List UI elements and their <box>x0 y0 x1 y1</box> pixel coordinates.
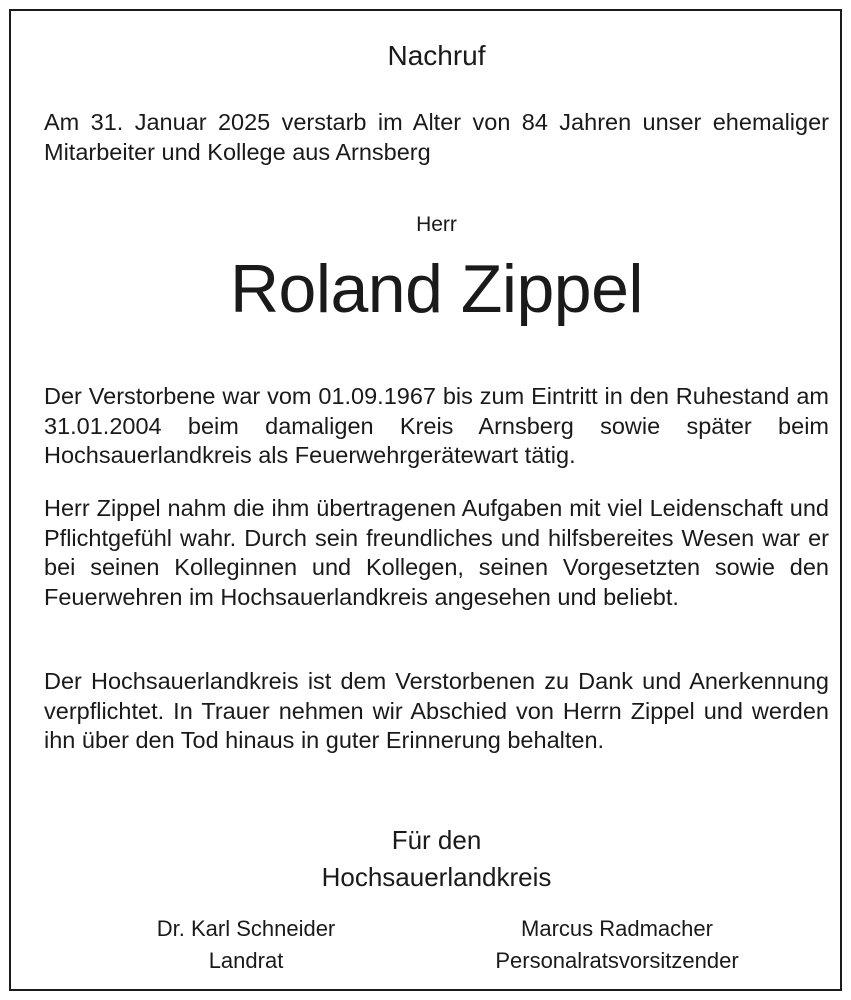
deceased-name: Roland Zippel <box>229 251 644 327</box>
signatory-left <box>86 913 406 977</box>
closing-line-1: Für den <box>391 825 482 855</box>
signatory-name: Marcus Radmacher <box>521 916 713 941</box>
body-paragraph-farewell: Der Hochsauerlandkreis ist dem Verstorbenen zu Dank und Anerkennung verpflichtet. In Trauer nehmen wir Abschied von Herrn Zippel und werden ihn über den Tod hinaus in guter Erinnerung behalten. <box>44 668 829 753</box>
closing-line-2: Hochsauerlandkreis <box>321 862 552 892</box>
signatory-right <box>457 913 777 977</box>
honorific: Herr <box>416 213 457 236</box>
signatory-name: Dr. Karl Schneider <box>156 916 336 941</box>
body-paragraph-character: Herr Zippel nahm die ihm übertragenen Aufgaben mit viel Leidenschaft und Pflichtgefühl wahr. Durch sein freundliches und hilfsbereites Wesen war er bei seinen Kolleginnen und Kollegen, seinen Vorgesetzten sowie den Feuerwehren im Hochsauerlandkreis angesehen und beliebt. <box>44 495 829 610</box>
signatory-role: Landrat <box>208 948 284 973</box>
obituary-heading: Nachruf <box>387 40 486 71</box>
signatory-role: Personalratsvorsitzender <box>495 948 739 973</box>
obituary-frame <box>9 9 842 991</box>
body-paragraph-service: Der Verstorbene war vom 01.09.1967 bis zum Eintritt in den Ruhestand am 31.01.2004 beim damaligen Kreis Arnsberg sowie später beim Hochsauerlandkreis als Feuerwehrgerätewart tätig. <box>44 383 829 468</box>
intro-paragraph: Am 31. Januar 2025 verstarb im Alter von 84 Jahren unser ehemaliger Mitarbeiter und Kollege aus Arnsberg <box>44 109 829 165</box>
